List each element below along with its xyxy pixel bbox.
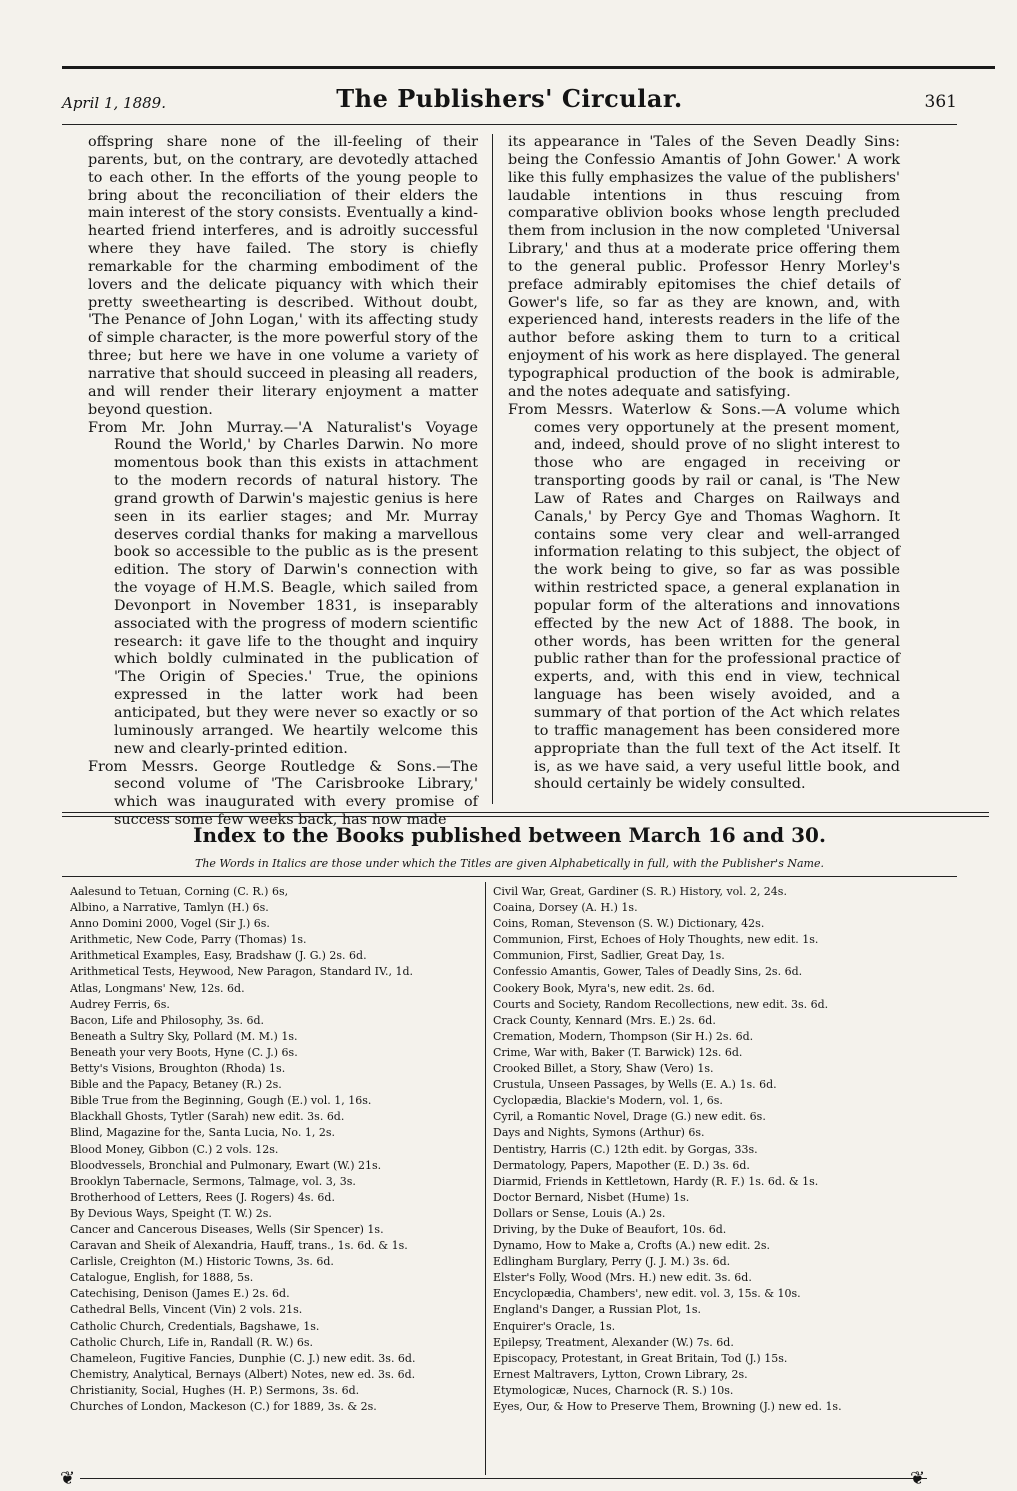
index-entry: Dollars or Sense, Louis (A.) 2s.	[493, 1206, 666, 1220]
index-entry: Cancer and Cancerous Diseases, Wells (Sir Spencer) 1s.	[70, 1222, 384, 1236]
index-entry: Anno Domini 2000, Vogel (Sir J.) 6s.	[70, 917, 270, 931]
index-entry: Encyclopædia, Chambers', new edit. vol. 3, 15s. & 10s.	[493, 1287, 801, 1301]
page-header	[62, 84, 957, 116]
index-entry: Bacon, Life and Philosophy, 3s. 6d.	[70, 1013, 265, 1027]
index-entry: Albino, a Narrative, Tamlyn (H.) 6s.	[70, 901, 269, 915]
index-entry: Churches of London, Mackeson (C.) for 1889, 3s. & 2s.	[70, 1400, 377, 1413]
index-entry: Elster's Folly, Wood (Mrs. H.) new edit. 3s. 6d.	[493, 1271, 752, 1285]
index-entry: Catholic Church, Credentials, Bagshawe, 1s.	[70, 1319, 320, 1333]
index-entry: Cyclopædia, Blackie's Modern, vol. 1, 6s.	[493, 1094, 723, 1108]
index-entry: Blind, Magazine for the, Santa Lucia, No. 1, 2s.	[70, 1126, 335, 1140]
index-entry: Dermatology, Papers, Mapother (E. D.) 3s. 6d.	[493, 1158, 750, 1172]
index-entry: Blackhall Ghosts, Tytler (Sarah) new edit. 3s. 6d.	[70, 1110, 345, 1124]
review-paragraph: From Messrs. Waterlow & Sons.—A volume which comes very opportunely at the present moment, and, indeed, should prove of no slight interest to those who are engaged in receiving or transporting goods by rail or canal, is 'The New Law of Rates and Charges on Railways and Canals,' by Percy Gye and Thomas Waghorn. It contains some very clear and well-arranged information relating to this subject, the object of the work being to give, so far as was possible within restricted space, a general explanation in popular form of the alterations and innovations effected by the new Act of 1888. The book, in other words, has been written for the general public rather than for the professional practice of experts, and, with this end in view, technical language has been wisely avoided, and a summary of that portion of the Act which relates to traffic management has been considered more appropriate than the full text of the Act itself. It is, as we have said, a very useful little book, and should certainly be widely consulted.	[508, 401, 900, 793]
section-rule	[62, 812, 989, 813]
index-entry: Eyes, Our, & How to Preserve Them, Browning (J.) new ed. 1s.	[493, 1400, 842, 1413]
index-entry: Days and Nights, Symons (Arthur) 6s.	[493, 1126, 705, 1140]
index-entry: Dentistry, Harris (C.) 12th edit. by Gorgas, 33s.	[493, 1142, 758, 1156]
index-list-left	[70, 884, 482, 1415]
column-divider	[492, 134, 493, 804]
index-entry: Brooklyn Tabernacle, Sermons, Talmage, vol. 3, 3s.	[70, 1174, 356, 1188]
index-entry: Dynamo, How to Make a, Crofts (A.) new edit. 2s.	[493, 1239, 771, 1253]
index-entry: Cathedral Bells, Vincent (Vin) 2 vols. 21s.	[70, 1303, 303, 1317]
index-entry: Catholic Church, Life in, Randall (R. W.) 6s.	[70, 1335, 314, 1349]
index-entry: Chemistry, Analytical, Bernays (Albert) Notes, new ed. 3s. 6d.	[70, 1367, 416, 1381]
index-entry: Bible and the Papacy, Betaney (R.) 2s.	[70, 1078, 282, 1092]
review-paragraph: its appearance in 'Tales of the Seven Deadly Sins: being the Confessio Amantis of John Gower.' A work like this fully emphasizes the value of the publishers' laudable intentions in thus rescuing from comparative oblivion books whose length precluded them from inclusion in the now completed 'Universal Library,' and thus at a moderate price offering them to the general public. Professor Henry Morley's preface admirably epitomises the chief details of Gower's life, so far as they are known, and, with experienced hand, interests readers in the life of the author before asking them to turn to a critical enjoyment of his work as here displayed. The general typographical production of the book is admirable, and the notes adequate and satisfying.	[508, 134, 900, 400]
index-entry: Arithmetical Tests, Heywood, New Paragon, Standard IV., 1d.	[70, 965, 414, 979]
masthead-title: The Publishers' Circular.	[336, 84, 683, 113]
index-entry: Coins, Roman, Stevenson (S. W.) Dictionary, 42s.	[493, 917, 765, 931]
index-entry: Arithmetical Examples, Easy, Bradshaw (J. G.) 2s. 6d.	[70, 949, 367, 963]
index-entry: Bloodvessels, Bronchial and Pulmonary, Ewart (W.) 21s.	[70, 1158, 382, 1172]
index-list-right	[493, 884, 913, 1415]
index-entry: Enquirer's Oracle, 1s.	[493, 1319, 616, 1333]
index-entry: Crack County, Kennard (Mrs. E.) 2s. 6d.	[493, 1013, 716, 1027]
index-entry: Catalogue, English, for 1888, 5s.	[70, 1271, 254, 1285]
index-entry: Coaina, Dorsey (A. H.) 1s.	[493, 901, 638, 915]
index-entry: Arithmetic, New Code, Parry (Thomas) 1s.	[70, 933, 307, 947]
index-entry: Blood Money, Gibbon (C.) 2 vols. 12s.	[70, 1142, 279, 1156]
index-entry: Catechising, Denison (James E.) 2s. 6d.	[70, 1287, 290, 1301]
index-entry: Confessio Amantis, Gower, Tales of Deadly Sins, 2s. 6d.	[493, 965, 803, 979]
issue-date: April 1, 1889.	[62, 94, 166, 112]
index-entry: Cyril, a Romantic Novel, Drage (G.) new edit. 6s.	[493, 1110, 766, 1124]
index-entry: Diarmid, Friends in Kettletown, Hardy (R. F.) 1s. 6d. & 1s.	[493, 1174, 819, 1188]
fleuron-icon: ❦	[910, 1468, 926, 1489]
review-paragraph: offspring share none of the ill-feeling of their parents, but, on the contrary, are devotedly attached to each other. In the efforts of the young people to bring about the reconciliation of their elders the main interest of the story consists. Eventually a kind-hearted friend interferes, and is adroitly successful where they have failed. The story is chiefly remarkable for the charming embodiment of the lovers and the delicate piquancy with which their pretty sweethearting is described. Without doubt, 'The Penance of John Logan,' with its affecting study of simple character, is the more powerful story of the three; but here we have in one volume a variety of narrative that should succeed in pleasing all readers, and will render their literary enjoyment a matter beyond question.	[88, 134, 478, 418]
index-entry: Civil War, Great, Gardiner (S. R.) History, vol. 2, 24s.	[493, 885, 787, 898]
index-entry: Edlingham Burglary, Perry (J. J. M.) 3s. 6d.	[493, 1255, 731, 1269]
index-entry: Brotherhood of Letters, Rees (J. Rogers) 4s. 6d.	[70, 1190, 335, 1204]
index-entry: Aalesund to Tetuan, Corning (C. R.) 6s,	[70, 885, 289, 898]
index-entry: Beneath a Sultry Sky, Pollard (M. M.) 1s.	[70, 1029, 298, 1043]
index-entry: Christianity, Social, Hughes (H. P.) Sermons, 3s. 6d.	[70, 1383, 360, 1397]
review-paragraph: From Messrs. George Routledge & Sons.—The second volume of 'The Carisbrooke Library,' which was inaugurated with every promise of success some few weeks back, has now made	[88, 758, 478, 829]
index-entry: England's Danger, a Russian Plot, 1s.	[493, 1303, 702, 1317]
top-border-rule	[62, 66, 995, 69]
left-column	[88, 134, 478, 830]
index-rule	[62, 876, 957, 877]
bottom-rule	[80, 1478, 927, 1479]
index-title: Index to the Books published between March 16 and 30.	[193, 823, 826, 847]
index-entry: Epilepsy, Treatment, Alexander (W.) 7s. 6d.	[493, 1335, 734, 1349]
index-entry: Crime, War with, Baker (T. Barwick) 12s. 6d.	[493, 1045, 743, 1059]
index-entry: Communion, First, Echoes of Holy Thoughts, new edit. 1s.	[493, 933, 819, 947]
index-entry: Doctor Bernard, Nisbet (Hume) 1s.	[493, 1190, 690, 1204]
index-entry: Bible True from the Beginning, Gough (E.) vol. 1, 16s.	[70, 1094, 372, 1108]
header-rule	[62, 124, 957, 125]
index-entry: Courts and Society, Random Recollections, new edit. 3s. 6d.	[493, 997, 829, 1011]
index-entry: Audrey Ferris, 6s.	[70, 997, 170, 1011]
index-entry: Atlas, Longmans' New, 12s. 6d.	[70, 981, 245, 995]
review-paragraph: From Mr. John Murray.—'A Naturalist's Voyage Round the World,' by Charles Darwin. No more momentous book than this exists in attachment to the modern records of natural history. The grand growth of Darwin's majestic genius is here seen in its earlier stages; and Mr. Murray deserves cordial thanks for making a marvellous book so accessible to the public as is the present edition. The story of Darwin's connection with the voyage of H.M.S. Beagle, which sailed from Devonport in November 1831, is inseparably associated with the progress of modern scientific research: it gave life to the thought and inquiry which boldly culminated in the publication of 'The Origin of Species.' True, the opinions expressed in the latter work had been anticipated, but they were never so exactly or so luminously arranged. We heartily welcome this new and clearly-printed edition.	[88, 419, 478, 757]
index-entry: Carlisle, Creighton (M.) Historic Towns, 3s. 6d.	[70, 1255, 334, 1269]
page-number: 361	[924, 92, 957, 112]
index-entry: Crustula, Unseen Passages, by Wells (E. A.) 1s. 6d.	[493, 1078, 777, 1092]
section-rule	[62, 816, 989, 817]
index-entry: Beneath your very Boots, Hyne (C. J.) 6s.	[70, 1045, 298, 1059]
fleuron-icon: ❦	[60, 1468, 76, 1489]
index-entry: Episcopacy, Protestant, in Great Britain, Tod (J.) 15s.	[493, 1351, 788, 1365]
index-entry: By Devious Ways, Speight (T. W.) 2s.	[70, 1206, 272, 1220]
index-entry: Cremation, Modern, Thompson (Sir H.) 2s. 6d.	[493, 1029, 754, 1043]
index-entry: Betty's Visions, Broughton (Rhoda) 1s.	[70, 1062, 286, 1076]
right-column	[508, 134, 900, 794]
index-entry: Etymologicæ, Nuces, Charnock (R. S.) 10s.	[493, 1383, 734, 1397]
index-subtitle: The Words in Italics are those under which the Titles are given Alphabetically in full, with the Publisher's Name.	[195, 857, 824, 870]
index-entry: Driving, by the Duke of Beaufort, 10s. 6d.	[493, 1222, 727, 1236]
index-entry: Communion, First, Sadlier, Great Day, 1s.	[493, 949, 725, 963]
index-entry: Ernest Maltravers, Lytton, Crown Library, 2s.	[493, 1367, 748, 1381]
index-entry: Caravan and Sheik of Alexandria, Hauff, trans., 1s. 6d. & 1s.	[70, 1239, 408, 1253]
index-entry: Crooked Billet, a Story, Shaw (Vero) 1s.	[493, 1062, 714, 1076]
index-column-divider	[485, 882, 486, 1475]
index-entry: Chameleon, Fugitive Fancies, Dunphie (C. J.) new edit. 3s. 6d.	[70, 1351, 416, 1365]
index-entry: Cookery Book, Myra's, new edit. 2s. 6d.	[493, 981, 715, 995]
